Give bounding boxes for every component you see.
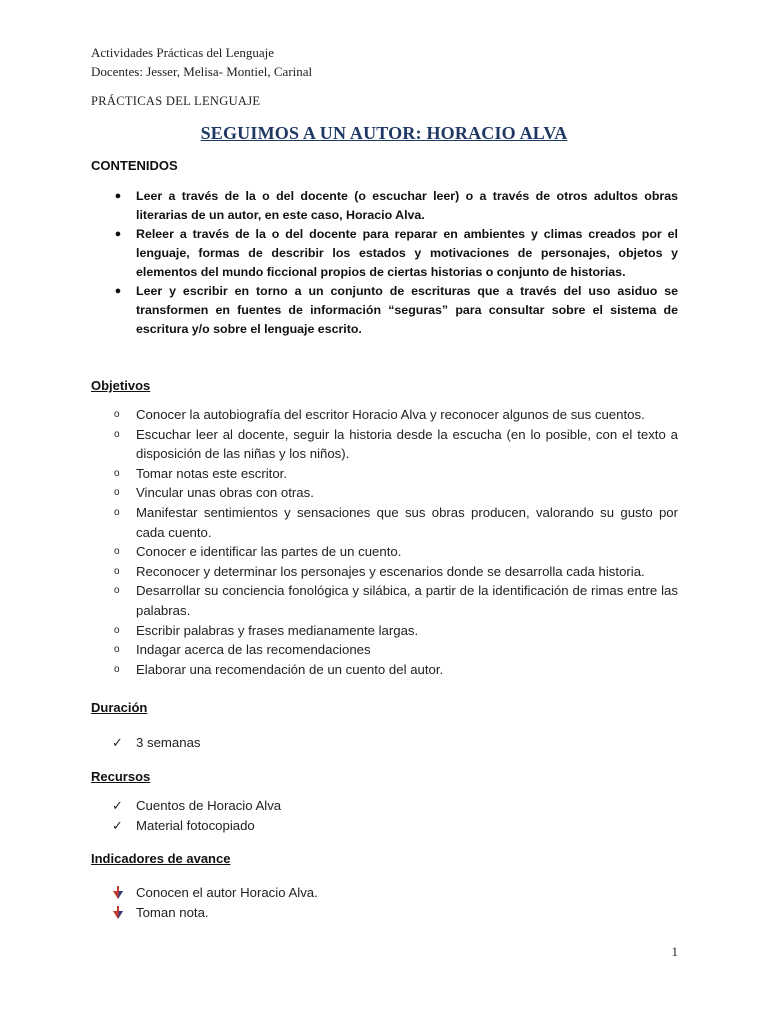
indicadores-list [112, 883, 318, 923]
list-item: o Manifestar sentimientos y sensaciones que sus obras producen, valorando su gusto por cada cuento. [114, 504, 678, 540]
circle-bullet-icon: o [114, 409, 120, 420]
checkmark-icon: ✓ [112, 798, 123, 813]
list-item: o Vincular unas obras con otras. [112, 483, 678, 503]
bullet-icon: ● [114, 190, 122, 202]
section-label: PRÁCTICAS DEL LENGUAJE [91, 94, 261, 108]
list-item: ● Releer a través de la o del docente para reparar en ambientes y climas creados por el lenguaje, formas de describir los estados y motivaciones de personajes, objetos y elementos del mundo ficcional propios de ciertas historias o conjunto de historias. [112, 225, 678, 282]
circle-bullet-icon: o [114, 546, 120, 558]
duracion-heading: Duración [91, 700, 148, 715]
list-item: o Elaborar una recomendación de un cuento del autor. [112, 660, 678, 680]
checkmark-icon: ✓ [112, 818, 123, 833]
circle-bullet-icon: o [114, 467, 120, 479]
page-title: SEGUIMOS A UN AUTOR: HORACIO ALVA [200, 123, 568, 143]
list-item: ● Leer a través de la o del docente (o escuchar leer) o a través de otros adultos obras literarias de un autor, en este caso, Horacio Alva. [112, 187, 678, 225]
list-item: o Conocer e identificar las partes de un cuento. [112, 542, 678, 562]
arrow-bullet-icon [112, 906, 124, 920]
list-item: o Desarrollar su conciencia fonológica y silábica, a partir de la identificación de rimas entre las palabras. [114, 583, 678, 618]
list-item: ● Leer y escribir en torno a un conjunto de escrituras que a través del uso asiduo se transformen en fuentes de información “seguras” para consultar sobre el sistema de escritura y/o sobre el lenguaje escrito. [112, 282, 678, 339]
circle-bullet-icon: o [114, 487, 120, 499]
list-item: o Conocer la autobiografía del escritor Horacio Alva y reconocer algunos de sus cuentos. [112, 405, 678, 425]
header-line-2: Docentes: Jesser, Melisa- Montiel, Carinal [91, 64, 313, 79]
list-item: o Escuchar leer al docente, seguir la historia desde la escucha (en lo posible, con el texto a disposición de las niñas y los niños). [114, 426, 678, 462]
indicadores-heading: Indicadores de avance [91, 851, 231, 866]
duracion-list [112, 733, 201, 753]
list-item: Toman nota. [112, 903, 318, 923]
objetivos-heading: Objetivos [91, 378, 151, 393]
list-item: ✓ Material fotocopiado [112, 816, 281, 836]
contenidos-heading: CONTENIDOS [91, 158, 178, 173]
page-number: 1 [671, 944, 678, 959]
list-item: ✓ 3 semanas [112, 733, 201, 753]
header-line-1: Actividades Prácticas del Lenguaje [91, 45, 275, 60]
list-item: o Tomar notas este escritor. [112, 464, 678, 484]
list-item: ✓ Cuentos de Horacio Alva [112, 796, 281, 816]
circle-bullet-icon: o [114, 565, 120, 577]
circle-bullet-icon: o [114, 428, 120, 440]
circle-bullet-icon: o [114, 663, 120, 675]
circle-bullet-icon: o [114, 585, 120, 597]
bullet-icon: ● [114, 228, 122, 240]
list-item: o Indagar acerca de las recomendaciones [112, 640, 678, 660]
recursos-list [112, 796, 281, 836]
circle-bullet-icon: o [114, 506, 120, 518]
circle-bullet-icon: o [114, 624, 120, 636]
list-item: o Escribir palabras y frases medianamente largas. [112, 621, 678, 641]
objetivos-list [112, 405, 678, 679]
arrow-bullet-icon [112, 886, 124, 900]
list-item: o Reconocer y determinar los personajes y escenarios donde se desarrolla cada historia. [112, 562, 678, 582]
bullet-icon: ● [114, 285, 122, 297]
checkmark-icon: ✓ [112, 735, 123, 750]
list-item: Conocen el autor Horacio Alva. [112, 883, 318, 903]
recursos-heading: Recursos [91, 769, 151, 784]
contenidos-list [112, 187, 678, 339]
circle-bullet-icon: o [114, 644, 120, 656]
